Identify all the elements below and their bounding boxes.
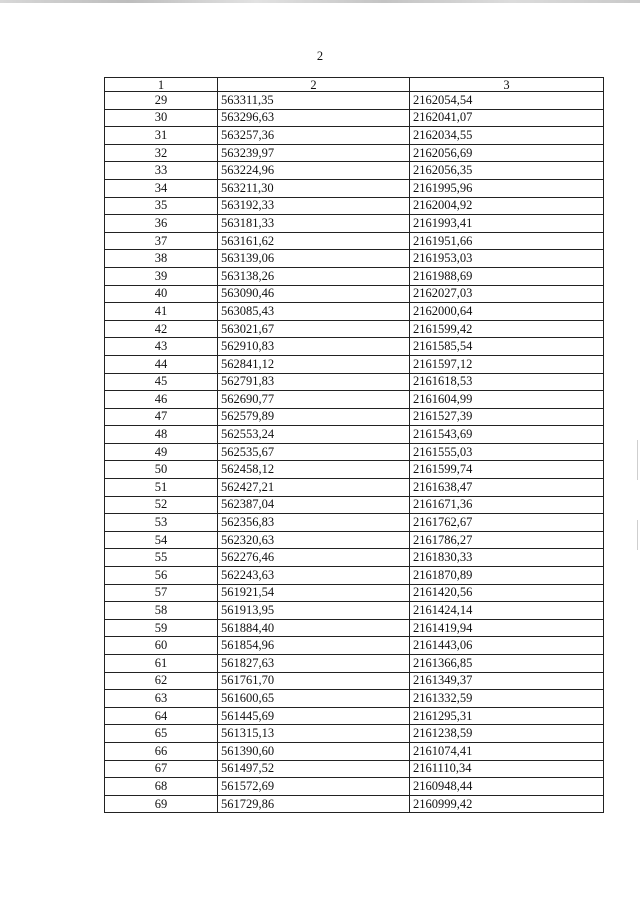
- y-coordinate-cell: 2160948,44: [410, 778, 604, 796]
- point-number-cell: 55: [105, 549, 218, 567]
- x-coordinate-cell: 563192,33: [218, 197, 410, 215]
- y-coordinate-cell: 2161419,94: [410, 619, 604, 637]
- point-number-cell: 54: [105, 531, 218, 549]
- table-row: [105, 355, 604, 373]
- point-number-cell: 36: [105, 215, 218, 233]
- point-number-cell: 60: [105, 637, 218, 655]
- table-body: [105, 92, 604, 813]
- x-coordinate-cell: 562553,24: [218, 426, 410, 444]
- point-number-cell: 64: [105, 707, 218, 725]
- table-row: [105, 725, 604, 743]
- point-number-cell: 39: [105, 267, 218, 285]
- scan-edge-mark: [637, 440, 638, 480]
- point-number-cell: 59: [105, 619, 218, 637]
- table-row: [105, 637, 604, 655]
- table-row: [105, 303, 604, 321]
- point-number-cell: 33: [105, 162, 218, 180]
- table-row: [105, 795, 604, 813]
- x-coordinate-cell: 563181,33: [218, 215, 410, 233]
- y-coordinate-cell: 2161074,41: [410, 742, 604, 760]
- x-coordinate-cell: 563139,06: [218, 250, 410, 268]
- table-row: [105, 514, 604, 532]
- page-number: 2: [316, 49, 324, 63]
- y-coordinate-cell: 2161332,59: [410, 690, 604, 708]
- x-coordinate-cell: 563138,26: [218, 267, 410, 285]
- x-coordinate-cell: 562910,83: [218, 338, 410, 356]
- x-coordinate-cell: 563296,63: [218, 109, 410, 127]
- point-number-cell: 67: [105, 760, 218, 778]
- point-number-cell: 52: [105, 496, 218, 514]
- x-coordinate-cell: 563239,97: [218, 144, 410, 162]
- table-row: [105, 584, 604, 602]
- point-number-cell: 31: [105, 127, 218, 145]
- x-coordinate-cell: 561884,40: [218, 619, 410, 637]
- point-number-cell: 69: [105, 795, 218, 813]
- point-number-cell: 35: [105, 197, 218, 215]
- y-coordinate-cell: 2162056,35: [410, 162, 604, 180]
- x-coordinate-cell: 561445,69: [218, 707, 410, 725]
- x-coordinate-cell: 562690,77: [218, 391, 410, 409]
- y-coordinate-cell: 2161349,37: [410, 672, 604, 690]
- column-header-2: 2: [218, 78, 410, 92]
- point-number-cell: 38: [105, 250, 218, 268]
- x-coordinate-cell: 563085,43: [218, 303, 410, 321]
- y-coordinate-cell: 2161995,96: [410, 179, 604, 197]
- y-coordinate-cell: 2161638,47: [410, 479, 604, 497]
- table-header-row: [105, 78, 604, 92]
- x-coordinate-cell: 561390,60: [218, 742, 410, 760]
- point-number-cell: 50: [105, 461, 218, 479]
- x-coordinate-cell: 563090,46: [218, 285, 410, 303]
- table-row: [105, 655, 604, 673]
- table-row: [105, 443, 604, 461]
- table-row: [105, 760, 604, 778]
- y-coordinate-cell: 2160999,42: [410, 795, 604, 813]
- table-row: [105, 742, 604, 760]
- point-number-cell: 29: [105, 92, 218, 110]
- point-number-cell: 48: [105, 426, 218, 444]
- table-row: [105, 127, 604, 145]
- y-coordinate-cell: 2161993,41: [410, 215, 604, 233]
- point-number-cell: 37: [105, 232, 218, 250]
- point-number-cell: 66: [105, 742, 218, 760]
- x-coordinate-cell: 563257,36: [218, 127, 410, 145]
- table-row: [105, 250, 604, 268]
- y-coordinate-cell: 2161597,12: [410, 355, 604, 373]
- x-coordinate-cell: 561921,54: [218, 584, 410, 602]
- y-coordinate-cell: 2162034,55: [410, 127, 604, 145]
- table-row: [105, 391, 604, 409]
- table-row: [105, 109, 604, 127]
- x-coordinate-cell: 561854,96: [218, 637, 410, 655]
- x-coordinate-cell: 562387,04: [218, 496, 410, 514]
- point-number-cell: 47: [105, 408, 218, 426]
- scan-top-edge: [0, 0, 640, 3]
- x-coordinate-cell: 561315,13: [218, 725, 410, 743]
- y-coordinate-cell: 2162041,07: [410, 109, 604, 127]
- point-number-cell: 34: [105, 179, 218, 197]
- y-coordinate-cell: 2161424,14: [410, 602, 604, 620]
- point-number-cell: 41: [105, 303, 218, 321]
- y-coordinate-cell: 2161762,67: [410, 514, 604, 532]
- x-coordinate-cell: 561600,65: [218, 690, 410, 708]
- table-row: [105, 179, 604, 197]
- x-coordinate-cell: 562427,21: [218, 479, 410, 497]
- table-row: [105, 197, 604, 215]
- table-row: [105, 373, 604, 391]
- x-coordinate-cell: 563021,67: [218, 320, 410, 338]
- y-coordinate-cell: 2161604,99: [410, 391, 604, 409]
- y-coordinate-cell: 2161543,69: [410, 426, 604, 444]
- y-coordinate-cell: 2162027,03: [410, 285, 604, 303]
- table-row: [105, 672, 604, 690]
- scan-edge-mark: [637, 520, 638, 550]
- y-coordinate-cell: 2161555,03: [410, 443, 604, 461]
- y-coordinate-cell: 2161110,34: [410, 760, 604, 778]
- x-coordinate-cell: 562535,67: [218, 443, 410, 461]
- x-coordinate-cell: 561827,63: [218, 655, 410, 673]
- y-coordinate-cell: 2161988,69: [410, 267, 604, 285]
- point-number-cell: 49: [105, 443, 218, 461]
- table-row: [105, 267, 604, 285]
- y-coordinate-cell: 2161599,74: [410, 461, 604, 479]
- table-row: [105, 320, 604, 338]
- point-number-cell: 45: [105, 373, 218, 391]
- table-row: [105, 567, 604, 585]
- y-coordinate-cell: 2161618,53: [410, 373, 604, 391]
- point-number-cell: 44: [105, 355, 218, 373]
- point-number-cell: 62: [105, 672, 218, 690]
- point-number-cell: 32: [105, 144, 218, 162]
- table-row: [105, 619, 604, 637]
- column-header-1: 1: [105, 78, 218, 92]
- y-coordinate-cell: 2161870,89: [410, 567, 604, 585]
- table-row: [105, 338, 604, 356]
- y-coordinate-cell: 2161953,03: [410, 250, 604, 268]
- y-coordinate-cell: 2161443,06: [410, 637, 604, 655]
- y-coordinate-cell: 2161238,59: [410, 725, 604, 743]
- table-row: [105, 778, 604, 796]
- x-coordinate-cell: 563311,35: [218, 92, 410, 110]
- x-coordinate-cell: 562320,63: [218, 531, 410, 549]
- point-number-cell: 40: [105, 285, 218, 303]
- point-number-cell: 30: [105, 109, 218, 127]
- y-coordinate-cell: 2162056,69: [410, 144, 604, 162]
- point-number-cell: 58: [105, 602, 218, 620]
- table-row: [105, 690, 604, 708]
- table-row: [105, 549, 604, 567]
- y-coordinate-cell: 2162000,64: [410, 303, 604, 321]
- x-coordinate-cell: 563161,62: [218, 232, 410, 250]
- x-coordinate-cell: 562841,12: [218, 355, 410, 373]
- x-coordinate-cell: 561572,69: [218, 778, 410, 796]
- x-coordinate-cell: 562458,12: [218, 461, 410, 479]
- y-coordinate-cell: 2161830,33: [410, 549, 604, 567]
- x-coordinate-cell: 562356,83: [218, 514, 410, 532]
- table-row: [105, 232, 604, 250]
- point-number-cell: 65: [105, 725, 218, 743]
- table-row: [105, 479, 604, 497]
- table-row: [105, 707, 604, 725]
- y-coordinate-cell: 2161366,85: [410, 655, 604, 673]
- table-row: [105, 285, 604, 303]
- x-coordinate-cell: 562791,83: [218, 373, 410, 391]
- y-coordinate-cell: 2161420,56: [410, 584, 604, 602]
- table-row: [105, 531, 604, 549]
- table-row: [105, 92, 604, 110]
- table-row: [105, 461, 604, 479]
- x-coordinate-cell: 563211,30: [218, 179, 410, 197]
- table-row: [105, 496, 604, 514]
- y-coordinate-cell: 2162054,54: [410, 92, 604, 110]
- y-coordinate-cell: 2161295,31: [410, 707, 604, 725]
- point-number-cell: 61: [105, 655, 218, 673]
- x-coordinate-cell: 561497,52: [218, 760, 410, 778]
- coordinates-table: [104, 77, 604, 813]
- table-row: [105, 602, 604, 620]
- table-row: [105, 215, 604, 233]
- point-number-cell: 43: [105, 338, 218, 356]
- x-coordinate-cell: 563224,96: [218, 162, 410, 180]
- table-row: [105, 426, 604, 444]
- point-number-cell: 46: [105, 391, 218, 409]
- point-number-cell: 56: [105, 567, 218, 585]
- point-number-cell: 42: [105, 320, 218, 338]
- y-coordinate-cell: 2161671,36: [410, 496, 604, 514]
- point-number-cell: 53: [105, 514, 218, 532]
- x-coordinate-cell: 562243,63: [218, 567, 410, 585]
- y-coordinate-cell: 2161599,42: [410, 320, 604, 338]
- x-coordinate-cell: 561729,86: [218, 795, 410, 813]
- point-number-cell: 57: [105, 584, 218, 602]
- point-number-cell: 63: [105, 690, 218, 708]
- x-coordinate-cell: 562276,46: [218, 549, 410, 567]
- table-row: [105, 162, 604, 180]
- x-coordinate-cell: 561913,95: [218, 602, 410, 620]
- y-coordinate-cell: 2162004,92: [410, 197, 604, 215]
- y-coordinate-cell: 2161527,39: [410, 408, 604, 426]
- point-number-cell: 68: [105, 778, 218, 796]
- x-coordinate-cell: 561761,70: [218, 672, 410, 690]
- y-coordinate-cell: 2161786,27: [410, 531, 604, 549]
- y-coordinate-cell: 2161585,54: [410, 338, 604, 356]
- column-header-3: 3: [410, 78, 604, 92]
- x-coordinate-cell: 562579,89: [218, 408, 410, 426]
- point-number-cell: 51: [105, 479, 218, 497]
- table-row: [105, 144, 604, 162]
- y-coordinate-cell: 2161951,66: [410, 232, 604, 250]
- table-row: [105, 408, 604, 426]
